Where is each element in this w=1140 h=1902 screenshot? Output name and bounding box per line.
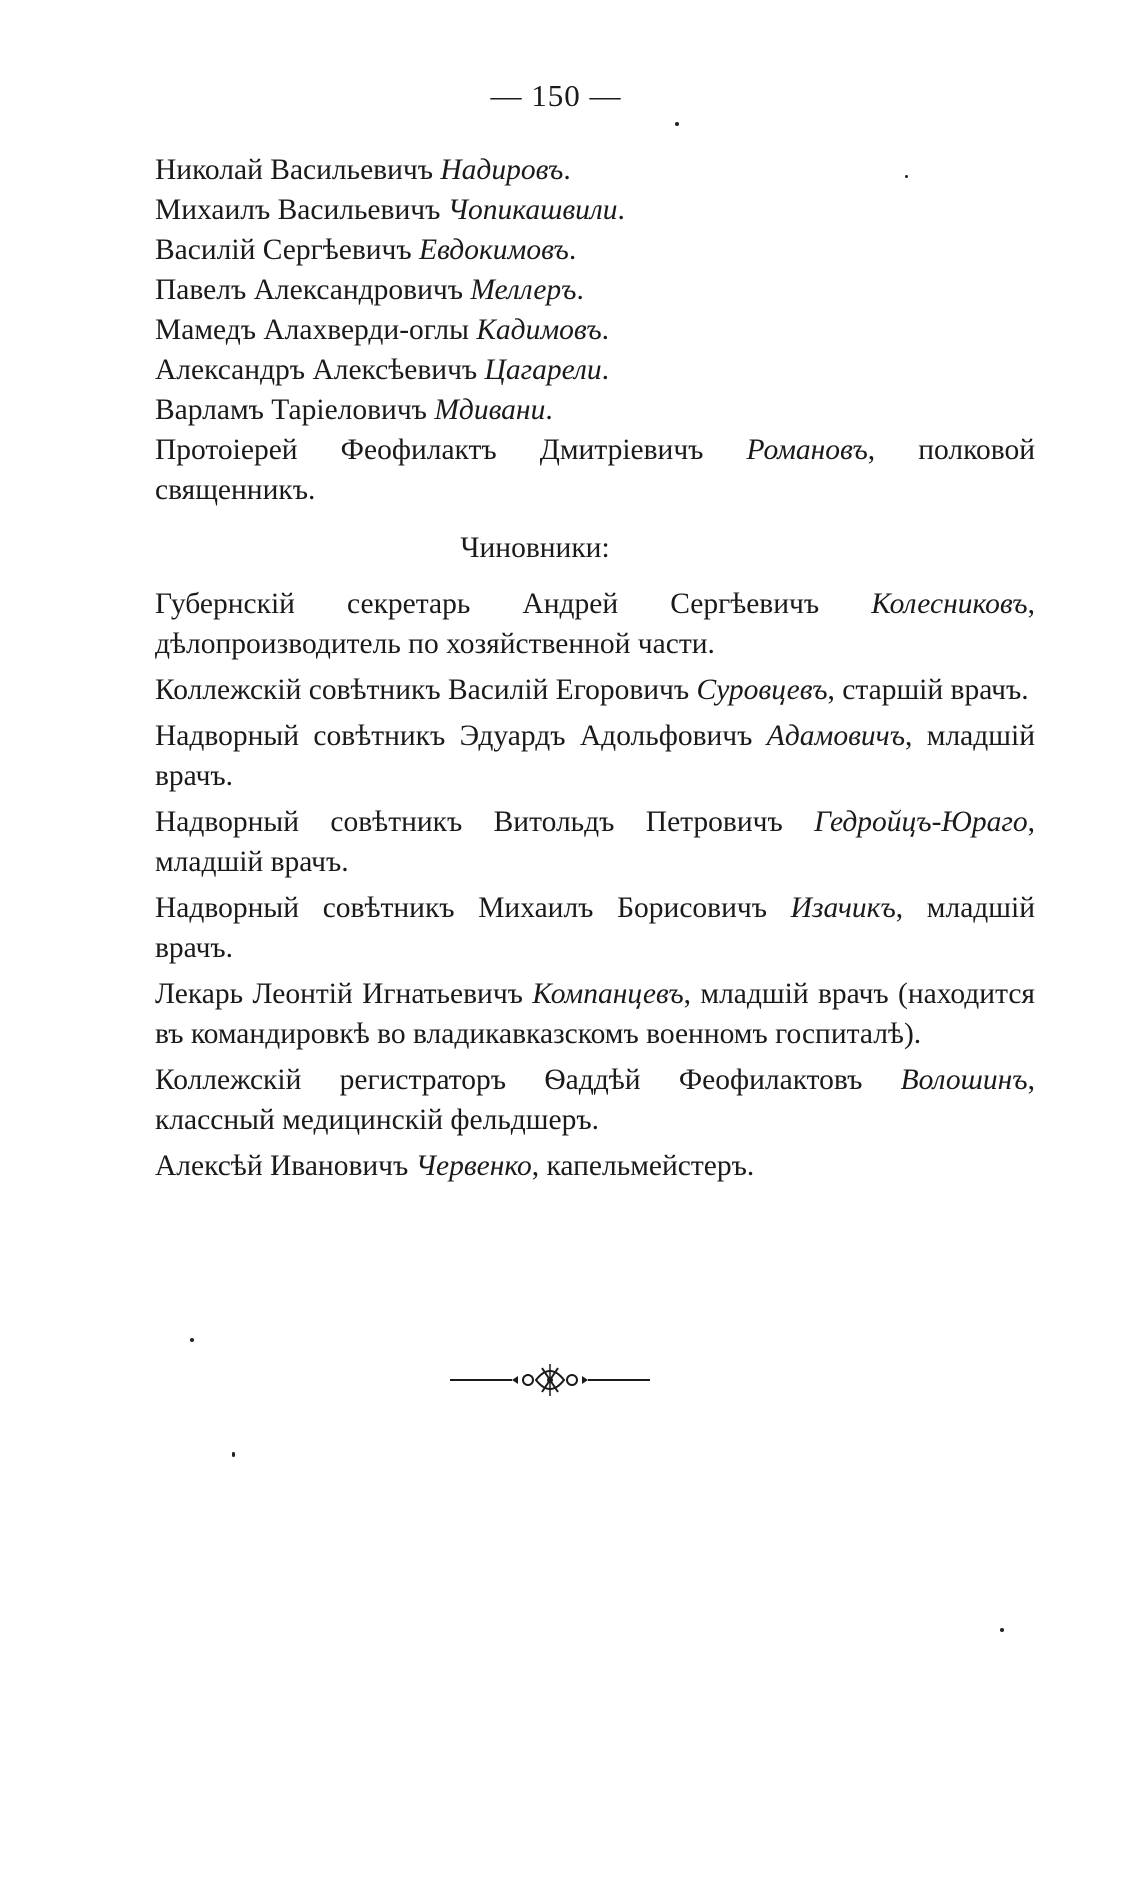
list-item bbox=[155, 802, 1035, 882]
page-body bbox=[155, 150, 1035, 1186]
rank-and-name: Лекарь Леонтій Игнатьевичъ bbox=[155, 978, 533, 1010]
position: , младшій врачъ (находится въ командировкѣ во владикавказскомъ военномъ госпиталѣ). bbox=[155, 978, 1035, 1050]
list-item bbox=[155, 888, 1035, 968]
print-speck bbox=[675, 122, 679, 126]
rank-and-name: Алексѣй Ивановичъ bbox=[155, 1150, 416, 1182]
list-item bbox=[155, 310, 1035, 350]
entry-tail: . bbox=[601, 314, 610, 346]
list-item-priest bbox=[155, 430, 1035, 510]
rank-and-name: Надворный совѣтникъ Эдуардъ Адольфовичъ bbox=[155, 720, 767, 752]
given-name: Протоіерей Феофилактъ Дмитріевичъ bbox=[155, 434, 747, 466]
list-item bbox=[155, 974, 1035, 1054]
print-speck bbox=[1000, 1628, 1004, 1632]
position: , классный медицинскій фельдшеръ. bbox=[155, 1064, 1035, 1136]
rank-and-name: Надворный совѣтникъ Витольдъ Петровичъ bbox=[155, 806, 815, 838]
given-name: Василій Сергѣевичъ bbox=[155, 234, 420, 266]
surname: Чопикашвили bbox=[447, 194, 618, 226]
entry-tail: . bbox=[617, 194, 625, 226]
given-name: Николай Васильевичъ bbox=[155, 154, 441, 186]
position: , младшій врачъ. bbox=[155, 720, 1035, 792]
position: , младшій врачъ. bbox=[155, 806, 1035, 878]
surname: Изачикъ bbox=[790, 892, 896, 924]
names-list bbox=[155, 150, 1035, 510]
list-item bbox=[155, 190, 1035, 230]
surname: Суровцевъ bbox=[696, 674, 828, 706]
list-item bbox=[155, 584, 1035, 664]
entry-tail: . bbox=[576, 274, 584, 306]
list-item bbox=[155, 670, 1035, 710]
entry-tail: . bbox=[563, 154, 571, 186]
list-item bbox=[155, 350, 1035, 390]
rank-and-name: Коллежскій регистраторъ Ѳаддѣй Феофилактовъ bbox=[155, 1064, 901, 1096]
surname: Меллеръ bbox=[470, 274, 577, 306]
print-speck bbox=[905, 175, 908, 178]
surname: Компанцевъ bbox=[532, 978, 684, 1010]
officials-list bbox=[155, 584, 1035, 1186]
given-name: Михаилъ Васильевичъ bbox=[155, 194, 448, 226]
position: , младшій врачъ. bbox=[155, 892, 1035, 964]
list-item bbox=[155, 390, 1035, 430]
page-number: — 150 — bbox=[490, 78, 622, 113]
surname: Адамовичъ bbox=[766, 720, 906, 752]
surname: Мдивани bbox=[434, 394, 546, 426]
list-item bbox=[155, 1060, 1035, 1140]
entry-tail: . bbox=[568, 234, 577, 266]
entry-tail: . bbox=[601, 354, 609, 386]
list-item bbox=[155, 1146, 1035, 1186]
surname: Червенко bbox=[415, 1150, 532, 1182]
print-speck bbox=[190, 1338, 194, 1342]
given-name: Александръ Алексѣевичъ bbox=[155, 354, 485, 386]
list-item bbox=[155, 716, 1035, 796]
list-item bbox=[155, 150, 1035, 190]
surname: Колесниковъ bbox=[871, 588, 1028, 620]
list-item bbox=[155, 230, 1035, 270]
section-heading: Чиновники: bbox=[460, 532, 610, 564]
given-name: Павелъ Александровичъ bbox=[155, 274, 471, 306]
surname: Романовъ bbox=[746, 434, 868, 466]
surname: Евдокимовъ bbox=[419, 234, 569, 266]
entry-tail: , полковой священникъ. bbox=[155, 434, 1035, 506]
list-item bbox=[155, 270, 1035, 310]
given-name: Мамедъ Алахверди-оглы bbox=[155, 314, 477, 346]
print-speck bbox=[232, 1452, 235, 1457]
given-name: Варламъ Таріеловичъ bbox=[155, 394, 435, 426]
position: , старшій врачъ. bbox=[827, 674, 1029, 706]
ornament-divider-icon bbox=[450, 1360, 650, 1400]
entry-tail: . bbox=[545, 394, 553, 426]
surname: Кадимовъ bbox=[476, 314, 602, 346]
position: , капельмейстеръ. bbox=[531, 1150, 755, 1182]
surname: Надировъ bbox=[440, 154, 564, 186]
position: , дѣлопроизводитель по хозяйственной части. bbox=[155, 588, 1035, 660]
rank-and-name: Коллежскій совѣтникъ Василій Егоровичъ bbox=[155, 674, 697, 706]
surname: Гедройцъ-Юраго bbox=[814, 806, 1028, 838]
surname: Цагарели bbox=[484, 354, 602, 386]
rank-and-name: Надворный совѣтникъ Михаилъ Борисовичъ bbox=[155, 892, 791, 924]
rank-and-name: Губернскій секретарь Андрей Сергѣевичъ bbox=[155, 588, 872, 620]
surname: Волошинъ bbox=[900, 1064, 1028, 1096]
